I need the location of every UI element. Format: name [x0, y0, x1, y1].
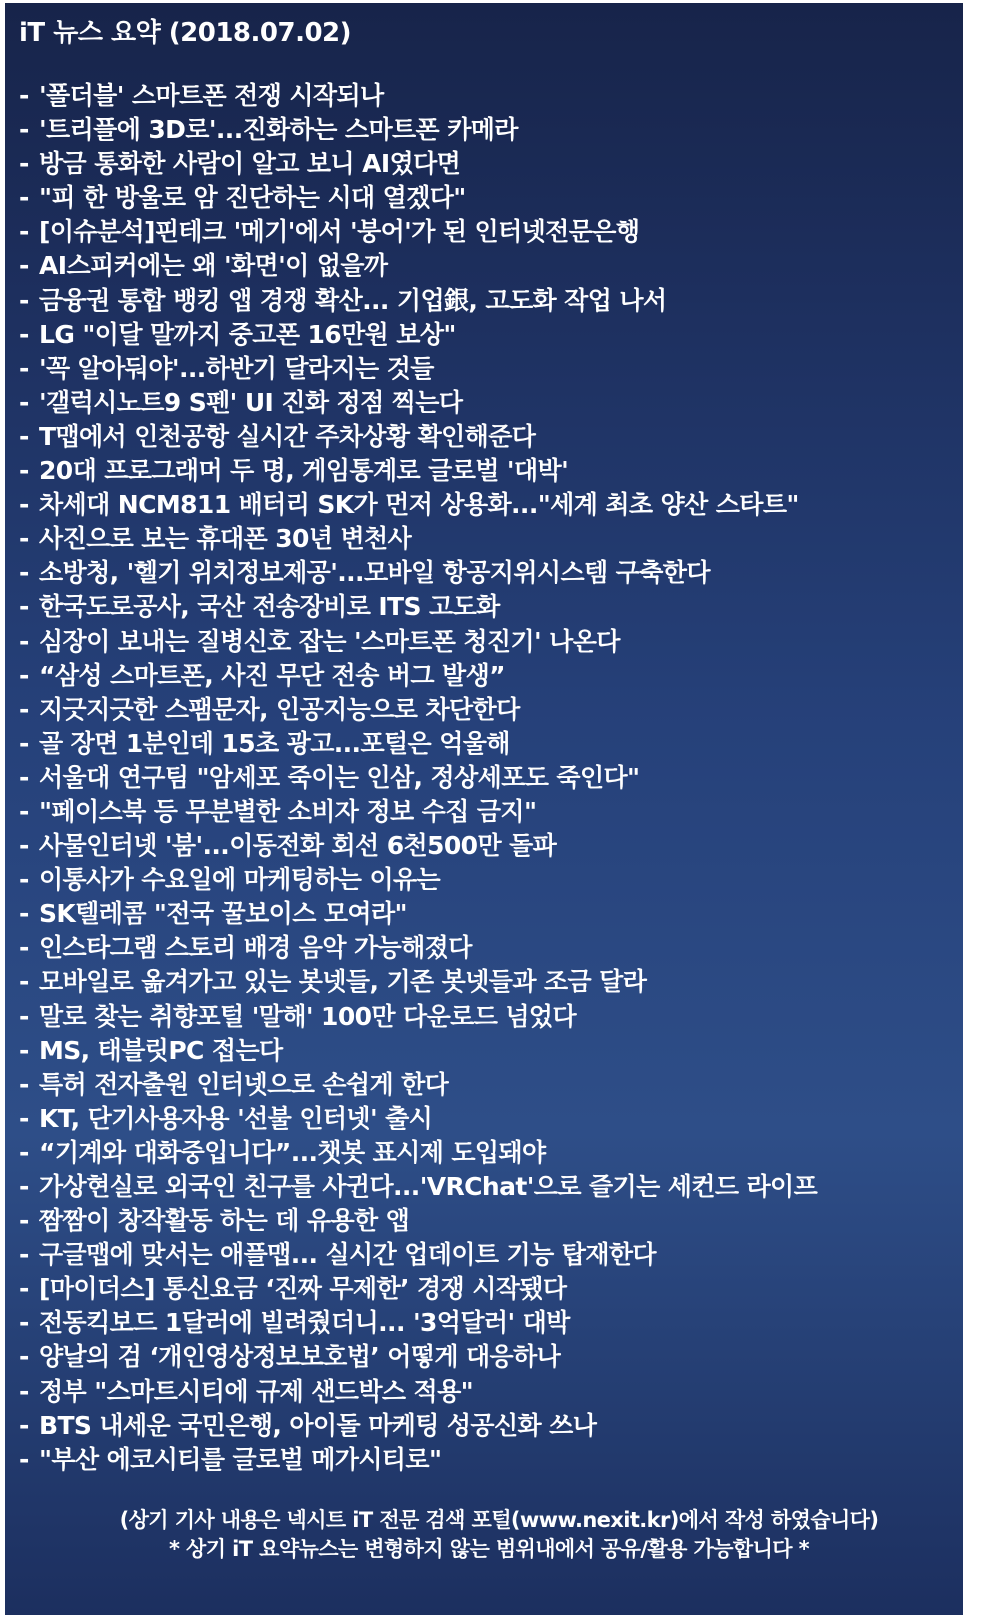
bullet-dash: - — [19, 319, 29, 349]
bullet-dash: - — [19, 1444, 29, 1474]
news-list — [19, 79, 817, 1477]
bullet-dash: - — [19, 251, 29, 281]
news-headline: LG "이달 말까지 중고폰 16만원 보상" — [39, 319, 456, 349]
news-item — [19, 761, 817, 795]
news-item — [19, 284, 817, 318]
bullet-dash: - — [19, 762, 29, 792]
news-item — [19, 863, 817, 897]
news-item — [19, 1375, 817, 1409]
news-headline: '트리플에 3D로'...진화하는 스마트폰 카메라 — [39, 115, 518, 145]
bullet-dash: - — [19, 660, 29, 690]
bullet-dash: - — [19, 558, 29, 588]
bullet-dash: - — [19, 490, 29, 520]
news-item — [19, 113, 817, 147]
news-headline: 지긋지긋한 스팸문자, 인공지능으로 차단한다 — [39, 694, 520, 724]
bullet-dash: - — [19, 1376, 29, 1406]
news-item — [19, 693, 817, 727]
news-headline: BTS 내세운 국민은행, 아이돌 마케팅 성공신화 쓰나 — [39, 1410, 597, 1440]
bullet-dash: - — [19, 1342, 29, 1372]
news-item — [19, 727, 817, 761]
bullet-dash: - — [19, 967, 29, 997]
bullet-dash: - — [19, 524, 29, 554]
news-item — [19, 590, 817, 624]
news-headline: [이슈분석]핀테크 '메기'에서 '붕어'가 된 인터넷전문은행 — [39, 217, 640, 247]
news-headline: T맵에서 인천공항 실시간 주차상황 확인해준다 — [39, 421, 536, 451]
news-headline: 한국도로공사, 국산 전송장비로 ITS 고도화 — [39, 592, 500, 622]
news-item — [19, 488, 817, 522]
news-headline: [마이더스] 통신요금 ‘진짜 무제한’ 경쟁 시작됐다 — [39, 1274, 567, 1304]
news-headline: 말로 찾는 취향포털 '말해' 100만 다운로드 넘었다 — [39, 1001, 577, 1031]
bullet-dash: - — [19, 217, 29, 247]
bullet-dash: - — [19, 1103, 29, 1133]
news-item — [19, 420, 817, 454]
news-item — [19, 215, 817, 249]
bullet-dash: - — [19, 149, 29, 179]
bullet-dash: - — [19, 1001, 29, 1031]
news-headline: 방금 통화한 사람이 알고 보니 AI였다면 — [39, 149, 461, 179]
news-headline: 전동킥보드 1달러에 빌려줬더니... '3억달러' 대박 — [39, 1308, 570, 1338]
bullet-dash: - — [19, 1137, 29, 1167]
news-headline: 이통사가 수요일에 마케팅하는 이유는 — [39, 865, 441, 895]
bullet-dash: - — [19, 285, 29, 315]
bullet-dash: - — [19, 1274, 29, 1304]
bullet-dash: - — [19, 1035, 29, 1065]
news-headline: MS, 태블릿PC 접는다 — [39, 1035, 283, 1065]
news-headline: 서울대 연구팀 "암세포 죽이는 인삼, 정상세포도 죽인다" — [39, 762, 640, 792]
news-headline: 양날의 검 ‘개인영상정보보호법’ 어떻게 대응하나 — [39, 1342, 561, 1372]
news-headline: 심장이 보내는 질병신호 잡는 '스마트폰 청진기' 나온다 — [39, 626, 620, 656]
news-item — [19, 147, 817, 181]
news-item — [19, 1068, 817, 1102]
news-item — [19, 352, 817, 386]
news-headline: '폴더블' 스마트폰 전쟁 시작되나 — [39, 81, 384, 110]
bullet-dash: - — [19, 933, 29, 963]
bullet-dash: - — [19, 387, 29, 417]
news-item — [19, 79, 817, 113]
news-headline: "부산 에코시티를 글로벌 메가시티로" — [39, 1444, 442, 1474]
news-headline: 모바일로 옮겨가고 있는 봇넷들, 기존 봇넷들과 조금 달라 — [39, 967, 647, 997]
news-item — [19, 829, 817, 863]
news-item — [19, 1306, 817, 1340]
bullet-dash: - — [19, 353, 29, 383]
bullet-dash: - — [19, 1172, 29, 1201]
news-headline: "페이스북 등 무분별한 소비자 정보 수집 금지" — [39, 796, 537, 826]
bullet-dash: - — [19, 1240, 29, 1270]
news-headline: KT, 단기사용자용 '선불 인터넷' 출시 — [39, 1103, 433, 1133]
news-item — [19, 318, 817, 352]
news-item — [19, 386, 817, 420]
bullet-dash: - — [19, 1069, 29, 1099]
news-summary-panel — [5, 3, 963, 1615]
bullet-dash: - — [19, 1308, 29, 1338]
news-headline: 인스타그램 스토리 배경 음악 가능해졌다 — [39, 933, 472, 963]
bullet-dash: - — [19, 115, 29, 145]
bullet-dash: - — [19, 592, 29, 622]
news-item — [19, 1102, 817, 1136]
news-item — [19, 181, 817, 215]
news-headline: 금융권 통합 뱅킹 앱 경쟁 확산... 기업銀, 고도화 작업 나서 — [39, 285, 667, 315]
news-headline: SK텔레콤 "전국 꿀보이스 모여라" — [39, 899, 407, 929]
news-item — [19, 1136, 817, 1170]
news-headline: 골 장면 1분인데 15초 광고...포털은 억울해 — [39, 728, 510, 758]
news-item — [19, 1204, 817, 1238]
bullet-dash: - — [19, 1410, 29, 1440]
bullet-dash: - — [19, 728, 29, 758]
bullet-dash: - — [19, 1206, 29, 1236]
source-note: (상기 기사 내용은 넥시트 iT 전문 검색 포털(www.nexit.kr)에서 작성 하였습니다) — [119, 1508, 879, 1532]
news-headline: 가상현실로 외국인 친구를 사귄다...'VRChat'으로 즐기는 세컨드 라이프 — [39, 1172, 818, 1201]
news-item — [19, 556, 817, 590]
news-headline: '꼭 알아둬야'...하반기 달라지는 것들 — [39, 353, 434, 383]
bullet-dash: - — [19, 899, 29, 929]
news-item — [19, 1000, 817, 1034]
news-headline: 소방청, '헬기 위치정보제공'...모바일 항공지위시스템 구축한다 — [39, 558, 710, 588]
news-item — [19, 522, 817, 556]
news-headline: AI스피커에는 왜 '화면'이 없을까 — [39, 251, 388, 281]
bullet-dash: - — [19, 183, 29, 213]
news-headline: "피 한 방울로 암 진단하는 시대 열겠다" — [39, 183, 466, 213]
page-title: iT 뉴스 요약 (2018.07.02) — [19, 18, 352, 48]
news-item — [19, 1034, 817, 1068]
bullet-dash: - — [19, 831, 29, 861]
share-note: * 상기 iT 요약뉴스는 변형하지 않는 범위내에서 공유/활용 가능합니다 * — [168, 1537, 810, 1561]
bullet-dash: - — [19, 456, 29, 486]
bullet-dash: - — [19, 796, 29, 826]
news-headline: 사진으로 보는 휴대폰 30년 변천사 — [39, 524, 412, 554]
news-item — [19, 1340, 817, 1374]
news-item — [19, 1170, 817, 1204]
news-item — [19, 1272, 817, 1306]
news-item — [19, 931, 817, 965]
bullet-dash: - — [19, 865, 29, 895]
news-item — [19, 1409, 817, 1443]
news-item — [19, 249, 817, 283]
news-item — [19, 454, 817, 488]
news-item — [19, 1238, 817, 1272]
news-item — [19, 659, 817, 693]
news-headline: “기계와 대화중입니다”...챗봇 표시제 도입돼야 — [39, 1137, 546, 1167]
news-headline: 짬짬이 창작활동 하는 데 유용한 앱 — [39, 1206, 410, 1236]
news-item — [19, 795, 817, 829]
news-item — [19, 965, 817, 999]
news-headline: 특허 전자출원 인터넷으로 손쉽게 한다 — [39, 1069, 449, 1099]
bullet-dash: - — [19, 626, 29, 656]
news-headline: 정부 "스마트시티에 규제 샌드박스 적용" — [39, 1376, 474, 1406]
news-item — [19, 625, 817, 659]
news-headline: 20대 프로그래머 두 명, 게임통계로 글로벌 '대박' — [39, 456, 569, 486]
news-item — [19, 1443, 817, 1477]
news-headline: 사물인터넷 '붐'...이동전화 회선 6천500만 돌파 — [39, 831, 557, 861]
bullet-dash: - — [19, 421, 29, 451]
news-headline: '갤럭시노트9 S펜' UI 진화 정점 찍는다 — [39, 387, 463, 417]
news-headline: “삼성 스마트폰, 사진 무단 전송 버그 발생” — [39, 660, 505, 690]
news-headline: 구글맵에 맞서는 애플맵... 실시간 업데이트 기능 탑재한다 — [39, 1240, 656, 1270]
bullet-dash: - — [19, 694, 29, 724]
news-headline: 차세대 NCM811 배터리 SK가 먼저 상용화..."세계 최초 양산 스타트" — [39, 490, 799, 520]
bullet-dash: - — [19, 81, 29, 110]
news-item — [19, 897, 817, 931]
